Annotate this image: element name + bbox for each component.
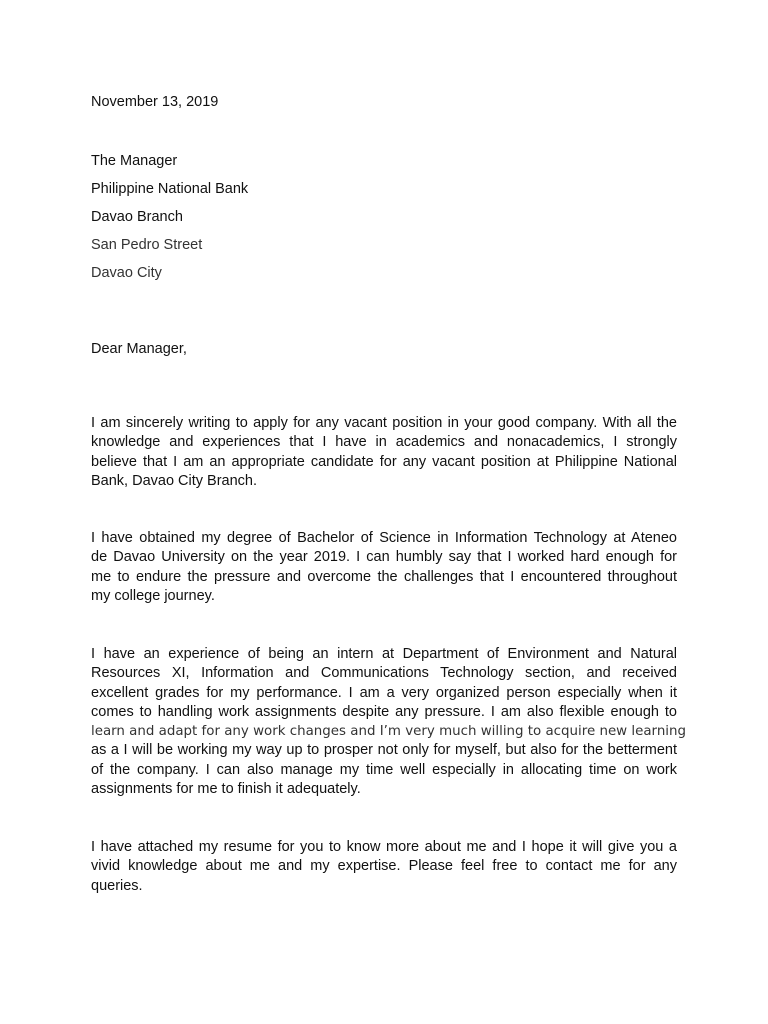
- paragraph-line: queries.: [91, 877, 143, 894]
- paragraph-line: I am sincerely writing to apply for any vacant position in your good company. With all the: [91, 415, 677, 431]
- paragraph-line: de Davao University on the year 2019. I can humbly say that I worked hard enough for: [91, 549, 677, 566]
- paragraph-line: knowledge and experiences that I have in academics and nonacademics, I strongly: [91, 434, 677, 451]
- paragraph-line: I have an experience of being an intern at Department of Environment and Natural: [91, 646, 677, 662]
- paragraph-line: excellent grades for my performance. I am a very organized person especially when it: [91, 684, 677, 701]
- paragraph-line: me to endure the pressure and overcome the challenges that I encountered throughout: [91, 568, 677, 585]
- paragraph-line: believe that I am an appropriate candidate for any vacant position at Philippine National: [91, 453, 677, 470]
- recipient-city: Davao City: [91, 265, 162, 281]
- paragraph-3: [91, 645, 687, 799]
- paragraph-line: Bank, Davao City Branch.: [91, 472, 258, 489]
- recipient-street: San Pedro Street: [91, 237, 203, 253]
- letter-date: November 13, 2019: [91, 94, 219, 110]
- paragraph-line: assignments for me to finish it adequately.: [91, 781, 361, 798]
- recipient-branch: Davao Branch: [91, 209, 183, 225]
- paragraph-line: vivid knowledge about me and my expertise. Please feel free to contact me for any: [91, 858, 677, 875]
- paragraph-line: I have obtained my degree of Bachelor of Science in Information Technology at Ateneo: [91, 530, 677, 546]
- paragraph-line: comes to handling work assignments despite any pressure. I am also flexible enough to: [91, 703, 677, 720]
- paragraph-1: [91, 414, 677, 491]
- recipient-organization: Philippine National Bank: [91, 181, 249, 197]
- paragraph-line: learn and adapt for any work changes and I’m very much willing to acquire new learning: [91, 724, 687, 740]
- paragraph-line: I have attached my resume for you to know more about me and I hope it will give you a: [91, 839, 677, 855]
- salutation: Dear Manager,: [91, 341, 187, 357]
- paragraph-line: as a I will be working my way up to prosper not only for myself, but also for the betterment: [91, 742, 677, 759]
- paragraph-line: Resources XI, Information and Communications Technology section, and received: [91, 665, 677, 682]
- recipient-title: The Manager: [91, 153, 178, 169]
- paragraph-2: [91, 529, 677, 606]
- paragraph-4: [91, 838, 677, 896]
- paragraph-line: my college journey.: [91, 587, 215, 604]
- paragraph-line: of the company. I can also manage my time well especially in allocating time on work: [91, 761, 677, 778]
